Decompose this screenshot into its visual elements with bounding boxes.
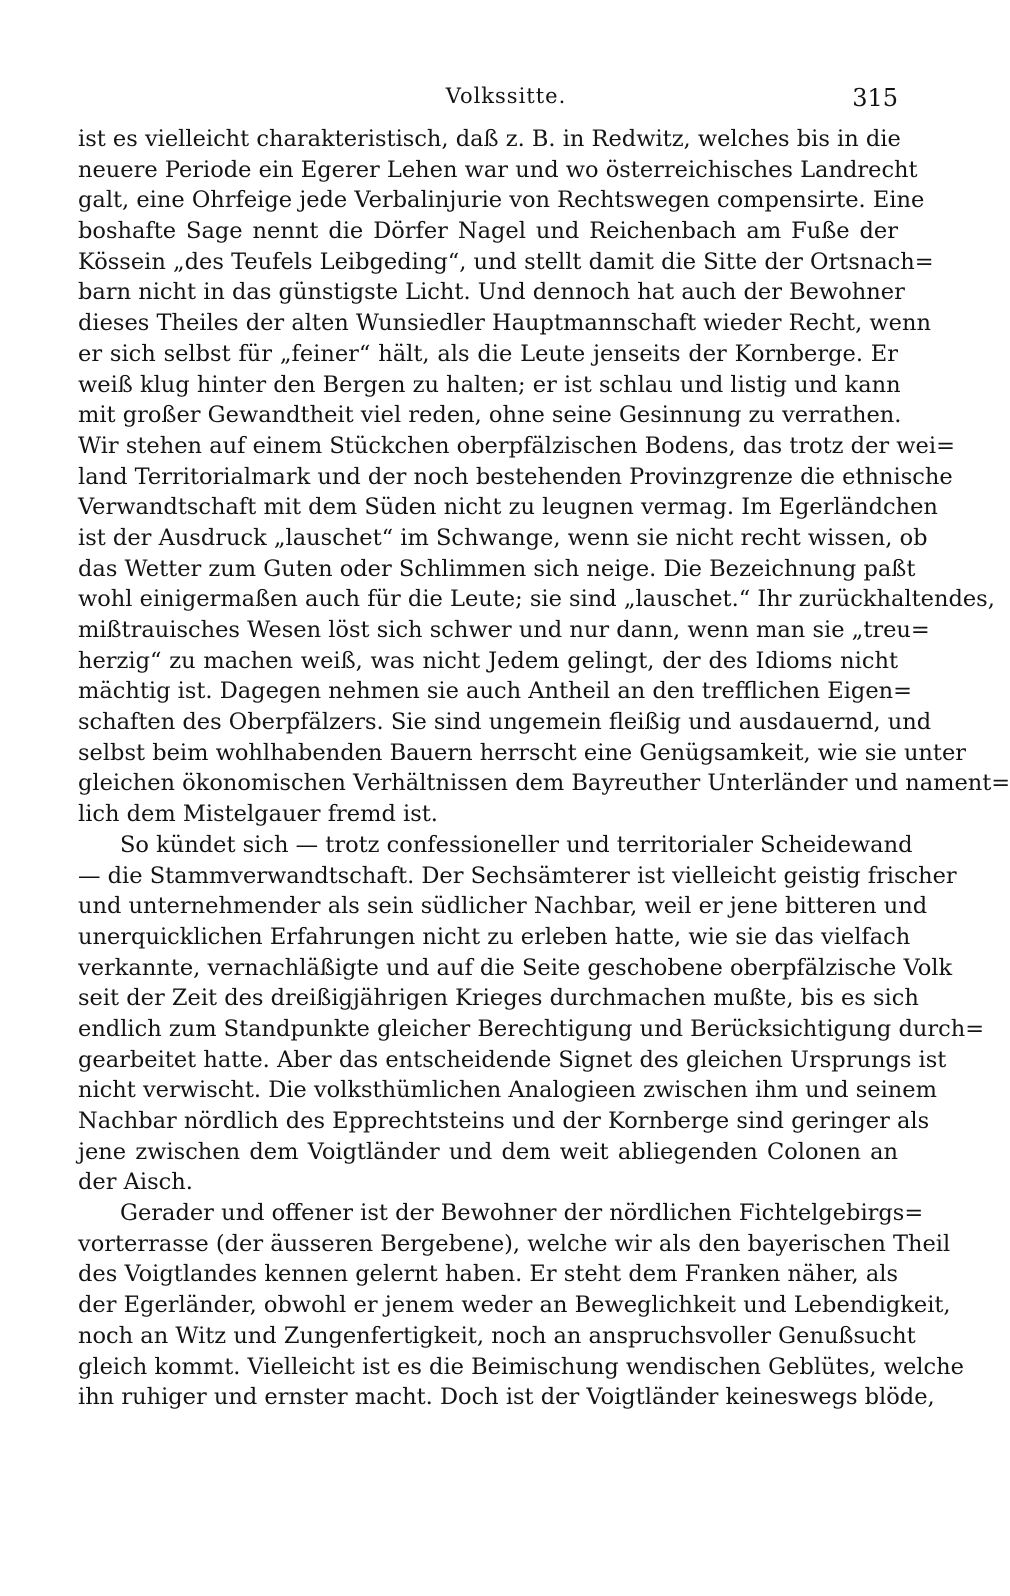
text-line: Wir stehen auf einem Stückchen oberpfälzischen Bodens, das trotz der wei=	[78, 432, 955, 459]
page-number: 315	[852, 84, 898, 112]
text-line: der Egerländer, obwohl er jenem weder an Beweglichkeit und Lebendigkeit,	[78, 1292, 951, 1319]
text-line: land Territorialmark und der noch bestehenden Provinzgrenze die ethnische	[78, 463, 953, 490]
text-line: lich dem Mistelgauer fremd ist.	[78, 801, 438, 828]
text-line: weiß klug hinter den Bergen zu halten; er ist schlau und listig und kann	[78, 371, 901, 398]
text-line: Kössein „des Teufels Leibgeding“, und stellt damit die Sitte der Ortsnach=	[78, 248, 934, 275]
text-line: verkannte, vernachläßigte und auf die Seite geschobene oberpfälzische Volk	[78, 954, 953, 981]
text-line: gearbeitet hatte. Aber das entscheidende Signet des gleichen Ursprungs ist	[78, 1046, 947, 1073]
text-line: neuere Periode ein Egerer Lehen war und wo österreichisches Landrecht	[78, 156, 918, 183]
text-line: Gerader und offener ist der Bewohner der nördlichen Fichtelgebirgs=	[120, 1200, 924, 1227]
running-title: Volkssitte.	[445, 84, 567, 108]
text-line: gleich kommt. Vielleicht ist es die Beimischung wendischen Geblütes, welche	[78, 1353, 964, 1380]
text-line: Verwandtschaft mit dem Süden nicht zu leugnen vermag. Im Egerländchen	[78, 494, 938, 521]
text-line: schaften des Oberpfälzers. Sie sind ungemein fleißig und ausdauernd, und	[78, 709, 932, 736]
text-line: barn nicht in das günstigste Licht. Und dennoch hat auch der Bewohner	[78, 279, 905, 306]
text-line: ihn ruhiger und ernster macht. Doch ist der Voigtländer keineswegs blöde,	[78, 1384, 935, 1411]
text-line: ist es vielleicht charakteristisch, daß z. B. in Redwitz, welches bis in die	[78, 126, 901, 152]
text-line: mit großer Gewandtheit viel reden, ohne seine Gesinnung zu verrathen.	[78, 402, 902, 429]
text-line: der Aisch.	[78, 1169, 193, 1196]
text-line: herzig“ zu machen weiß, was nicht Jedem gelingt, der des Idioms nicht	[78, 647, 898, 674]
text-line: vorterrasse (der äusseren Bergebene), welche wir als den bayerischen Theil	[78, 1230, 951, 1257]
text-line: Nachbar nördlich des Epprechtsteins und der Kornberge sind geringer als	[78, 1108, 930, 1134]
running-head	[78, 84, 898, 124]
text-line: — die Stammverwandtschaft. Der Sechsämterer ist vielleicht geistig frischer	[78, 862, 957, 889]
text-line: unerquicklichen Erfahrungen nicht zu erleben hatte, wie sie das vielfach	[78, 923, 911, 950]
text-line: boshafte Sage nennt die Dörfer Nagel und Reichenbach am Fuße der	[78, 218, 898, 245]
text-line: jene zwischen dem Voigtländer und dem weit abliegenden Colonen an	[78, 1138, 898, 1165]
text-line: dieses Theiles der alten Wunsiedler Hauptmannschaft wieder Recht, wenn	[78, 310, 931, 337]
text-line: seit der Zeit des dreißigjährigen Krieges durchmachen mußte, bis es sich	[78, 985, 919, 1012]
text-line: und unternehmender als sein südlicher Nachbar, weil er jene bitteren und	[78, 893, 928, 920]
text-line: noch an Witz und Zungenfertigkeit, noch an anspruchsvoller Genußsucht	[78, 1322, 916, 1349]
text-line: wohl einigermaßen auch für die Leute; sie sind „lauschet.“ Ihr zurückhaltendes,	[78, 586, 995, 613]
text-line: So kündet sich — trotz confessioneller und territorialer Scheidewand	[120, 831, 913, 858]
text-line: nicht verwischt. Die volksthümlichen Analogieen zwischen ihm und seinem	[78, 1077, 937, 1104]
text-line: galt, eine Ohrfeige jede Verbalinjurie von Rechtswegen compensirte. Eine	[78, 187, 925, 214]
text-line: das Wetter zum Guten oder Schlimmen sich neige. Die Bezeichnung paßt	[78, 555, 916, 582]
text-line: mißtrauisches Wesen löst sich schwer und nur dann, wenn man sie „treu=	[78, 617, 930, 643]
text-line: mächtig ist. Dagegen nehmen sie auch Antheil an den trefflichen Eigen=	[78, 678, 912, 705]
body-text	[78, 124, 1010, 1413]
text-line: ist der Ausdruck „lauschet“ im Schwange, wenn sie nicht recht wissen, ob	[78, 524, 928, 551]
text-line: gleichen ökonomischen Verhältnissen dem Bayreuther Unterländer und nament=	[78, 770, 1010, 797]
text-line: des Voigtlandes kennen gelernt haben. Er steht dem Franken näher, als	[78, 1261, 898, 1288]
book-page	[78, 84, 1010, 1524]
text-line: er sich selbst für „feiner“ hält, als die Leute jenseits der Kornberge. Er	[78, 340, 898, 367]
text-line: endlich zum Standpunkte gleicher Berechtigung und Berücksichtigung durch=	[78, 1015, 985, 1042]
text-line: selbst beim wohlhabenden Bauern herrscht eine Genügsamkeit, wie sie unter	[78, 739, 967, 766]
